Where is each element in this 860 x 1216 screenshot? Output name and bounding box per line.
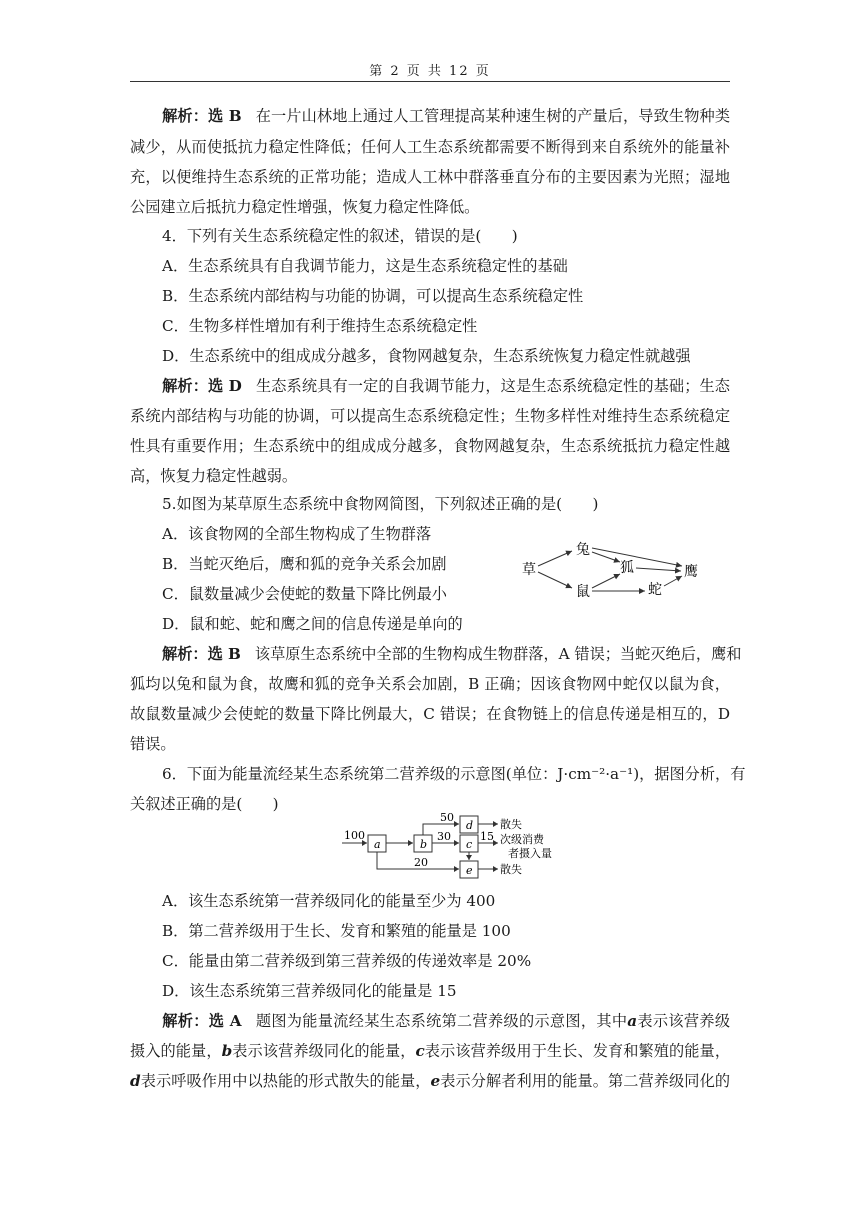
q5-stem: 5.如图为某草原生态系统中食物网简图，下列叙述正确的是( ) (162, 495, 599, 513)
arrow-fox-hawk (636, 568, 681, 571)
q6-stem-line-1: 6．下面为能量流经某生态系统第二营养级的示意图(单位：J·cm⁻²·a⁻¹)，据图分析，有 (162, 765, 746, 783)
q6-analysis-text-2e: 表示该营养级用于生长、发育和繁殖的能量， (424, 1042, 731, 1060)
q6-analysis-var-a: a (627, 1012, 638, 1030)
q4-analysis-line-2: 系统内部结构与功能的协调，可以提高生态系统稳定性；生物多样性对维持生态系统稳定 (130, 407, 730, 425)
q5-option-b: B．当蛇灭绝后，鹰和狐的竞争关系会加剧 (162, 555, 447, 573)
q6-analysis-var-b: b (221, 1042, 233, 1060)
q4-analysis-line-4: 高，恢复力稳定性越弱。 (130, 467, 298, 485)
q6-option-d: D．该生态系统第三营养级同化的能量是 15 (162, 982, 457, 1000)
arrow-grass-mouse (538, 572, 572, 588)
value-50: 50 (440, 812, 454, 824)
q3-analysis-line-1 (130, 106, 730, 126)
q5-analysis-line-1 (130, 644, 742, 664)
label-e: e (466, 864, 473, 877)
label-c: c (466, 838, 473, 851)
q6-stem-line-2: 关叙述正确的是( ) (130, 795, 279, 813)
q6-analysis-text-1c: 表示该营养级 (637, 1012, 731, 1030)
q5-analysis-text-1: 该草原生态系统中全部的生物构成生物群落，A 错误；当蛇灭绝后，鹰和 (254, 645, 742, 663)
energy-flow-diagram (342, 812, 572, 882)
q5-analysis-line-2: 狐均以兔和鼠为食，故鹰和狐的竞争关系会加剧，B 正确；因该食物网中蛇仅以鼠为食， (130, 675, 730, 693)
arrow-mouse-fox (592, 574, 620, 588)
q6-analysis-var-e: e (430, 1072, 441, 1090)
q5-option-c: C．鼠数量减少会使蛇的数量下降比例最小 (162, 585, 447, 603)
value-15: 15 (480, 830, 494, 843)
q3-analysis-line-2: 减少，从而使抵抗力稳定性降低；任何人工生态系统都需要不断得到来自系统外的能量补 (130, 138, 730, 156)
q4-analysis-text-1: 生态系统具有一定的自我调节能力，这是生态系统稳定性的基础；生态 (255, 377, 730, 395)
q6-option-a: A．该生态系统第一营养级同化的能量至少为 400 (162, 892, 496, 910)
q4-analysis-line-3: 性具有重要作用；生态系统中的组成成分越多，食物网越复杂，生态系统抵抗力稳定性越 (130, 437, 730, 455)
node-mouse: 鼠 (576, 584, 590, 600)
node-rabbit: 兔 (576, 542, 590, 558)
label-loss-2: 散失 (500, 863, 522, 876)
q6-analysis-var-d: d (130, 1072, 141, 1090)
q3-analysis-text-1: 在一片山林地上通过人工管理提高某种速生树的产量后，导致生物种类 (255, 107, 731, 125)
label-b: b (420, 838, 428, 851)
label-a: a (374, 838, 381, 851)
arrow-snake-hawk (664, 576, 682, 586)
node-hawk: 鹰 (684, 564, 698, 580)
node-fox: 狐 (620, 560, 634, 576)
value-100: 100 (344, 829, 365, 842)
q6-analysis-var-c: c (415, 1042, 425, 1060)
q5-analysis-line-4: 错误。 (130, 735, 176, 753)
q6-analysis-label: 解析：选 A (162, 1012, 242, 1030)
q4-option-b: B．生态系统内部结构与功能的协调，可以提高生态系统稳定性 (162, 287, 584, 305)
q4-stem: 4．下列有关生态系统稳定性的叙述，错误的是( ) (162, 227, 518, 245)
q4-option-d: D．生态系统中的组成成分越多，食物网越复杂，生态系统恢复力稳定性就越强 (162, 347, 691, 365)
q6-analysis-line-3 (130, 1071, 730, 1091)
node-grass: 草 (522, 562, 536, 578)
q6-analysis-line-1 (130, 1011, 730, 1031)
q6-analysis-text-3d: 表示分解者利用的能量。第二营养级同化的 (440, 1072, 731, 1090)
node-snake: 蛇 (648, 582, 662, 598)
q3-analysis-line-4: 公园建立后抵抗力稳定性增强，恢复力稳定性降低。 (130, 198, 480, 216)
food-web-diagram (518, 536, 708, 606)
q5-analysis-label: 解析：选 B (162, 645, 241, 663)
q6-analysis-text-2c: 表示该营养级同化的能量， (232, 1042, 416, 1060)
q4-option-a: A．生态系统具有自我调节能力，这是生态系统稳定性的基础 (162, 257, 568, 275)
q3-analysis-label: 解析：选 B (162, 107, 242, 125)
label-loss-1: 散失 (500, 818, 522, 831)
label-d: d (466, 819, 474, 832)
header-rule (130, 81, 730, 82)
q6-analysis-text-2a: 摄入的能量， (130, 1042, 222, 1060)
q6-analysis-text-1a: 题图为能量流经某生态系统第二营养级的示意图，其中 (255, 1012, 628, 1030)
label-next-consumer-1: 次级消费 (500, 833, 544, 846)
label-next-consumer-2: 者摄入量 (508, 847, 552, 860)
q6-analysis-line-2 (130, 1041, 730, 1061)
q4-analysis-line-1 (130, 376, 730, 396)
q3-analysis-line-3: 充，以便维持生态系统的正常功能；造成人工林中群落垂直分布的主要因素为光照；湿地 (130, 168, 730, 186)
arrow-grass-rabbit (538, 551, 572, 566)
q5-analysis-line-3: 故鼠数量减少会使蛇的数量下降比例最大，C 错误；在食物链上的信息传递是相互的，D (130, 705, 730, 723)
arrow-rabbit-fox (592, 552, 620, 562)
q5-option-a: A．该食物网的全部生物构成了生物群落 (162, 525, 432, 543)
q6-option-c: C．能量由第二营养级到第三营养级的传递效率是 20% (162, 952, 532, 970)
value-30: 30 (437, 830, 451, 843)
q4-option-c: C．生物多样性增加有利于维持生态系统稳定性 (162, 317, 478, 335)
q5-option-d: D．鼠和蛇、蛇和鹰之间的信息传递是单向的 (162, 615, 463, 633)
q6-analysis-text-3b: 表示呼吸作用中以热能的形式散失的能量， (140, 1072, 431, 1090)
page-header: 第 2 页 共 12 页 (369, 64, 491, 79)
q4-analysis-label: 解析：选 D (162, 377, 242, 395)
q6-option-b: B．第二营养级用于生长、发育和繁殖的能量是 100 (162, 922, 511, 940)
value-20: 20 (414, 856, 428, 869)
